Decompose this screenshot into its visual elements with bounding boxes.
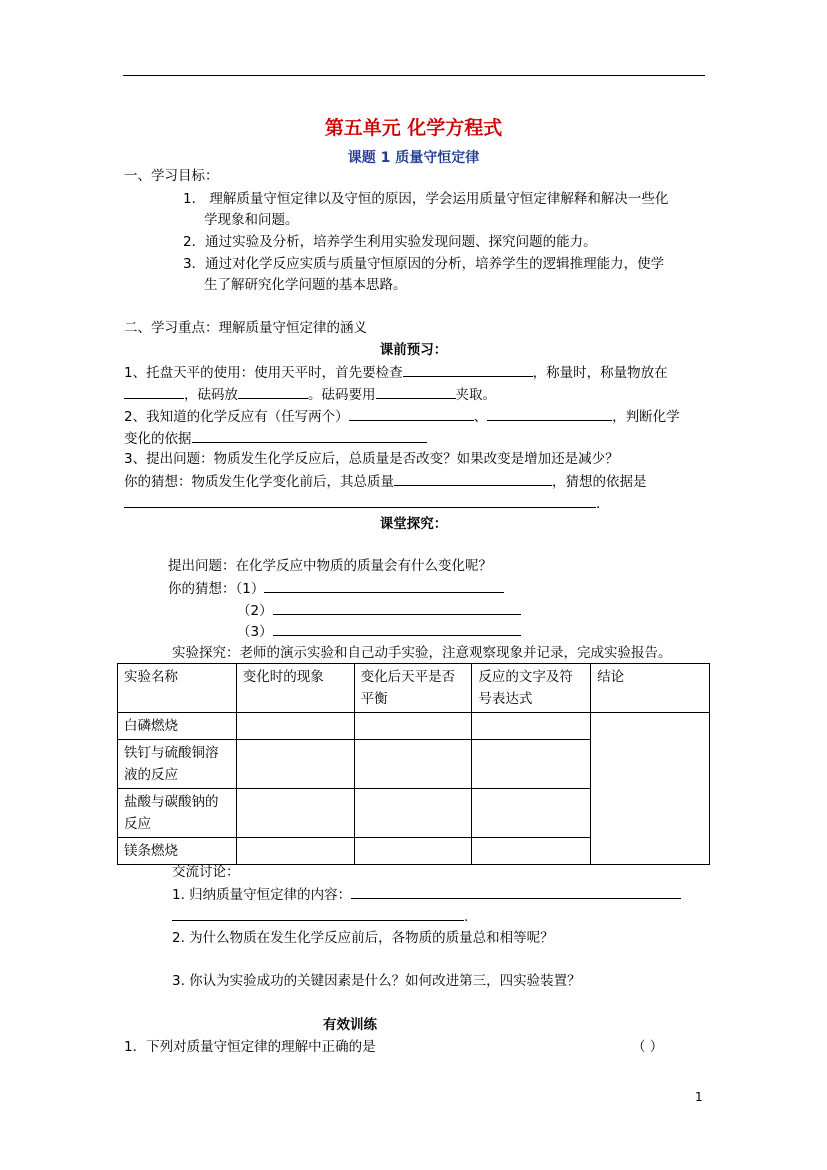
row-name: 盐酸与碳酸钠的反应 bbox=[118, 789, 237, 838]
inquiry-question: 提出问题：在化学反应中物质的质量会有什么变化呢？ bbox=[168, 558, 492, 574]
cell-balance[interactable] bbox=[354, 740, 472, 789]
key-point: 二、学习重点：理解质量守恒定律的涵义 bbox=[124, 320, 367, 336]
experiment-instruction: 实验探究：老师的演示实验和自己动手实验，注意观察现象并记录，完成实验报告。 bbox=[172, 645, 672, 661]
inquiry-heading: 课堂探究： bbox=[379, 516, 448, 532]
q3-blank-2[interactable] bbox=[124, 493, 596, 508]
table-header-row bbox=[118, 664, 710, 713]
q1-text-a: 1、托盘天平的使用：使用天平时，首先要检查 bbox=[124, 365, 403, 381]
guess-1-blank[interactable] bbox=[264, 578, 504, 593]
header-conclusion: 结论 bbox=[591, 664, 710, 713]
header-rule bbox=[123, 75, 705, 76]
lesson-subtitle: 课题 1 质量守恒定律 bbox=[347, 150, 480, 166]
preview-heading: 课前预习： bbox=[379, 342, 448, 358]
q2-text-d: 变化的依据 bbox=[124, 431, 192, 447]
header-name: 实验名称 bbox=[118, 664, 237, 713]
cell-balance[interactable] bbox=[354, 713, 472, 740]
page-title: 第五单元 化学方程式 bbox=[324, 117, 503, 139]
q1-blank-1[interactable] bbox=[403, 362, 533, 377]
q1-text-e: 夹取。 bbox=[455, 387, 496, 403]
objective-1-line2: 学现象和问题。 bbox=[204, 212, 299, 228]
answer-paren[interactable]: （ ） bbox=[632, 1039, 664, 1055]
preview-q1-line2 bbox=[124, 384, 496, 405]
preview-q3-line1: 3、提出问题：物质发生化学反应后，总质量是否改变？如果改变是增加还是减少？ bbox=[124, 451, 619, 467]
experiment-table bbox=[117, 663, 710, 865]
preview-q1-line1 bbox=[124, 362, 668, 383]
q3-text-c: ，猜想的依据是 bbox=[552, 474, 647, 490]
q2-blank-1[interactable] bbox=[349, 406, 474, 421]
cell-expression[interactable] bbox=[472, 838, 591, 865]
row-name: 铁钉与硫酸铜溶液的反应 bbox=[118, 740, 237, 789]
objective-3-line1: 3．通过对化学反应实质与质量守恒原因的分析，培养学生的逻辑推理能力，使学 bbox=[183, 256, 665, 272]
guess-3-blank[interactable] bbox=[273, 621, 521, 636]
header-balance: 变化后天平是否平衡 bbox=[354, 664, 472, 713]
guess-label: 你的猜想：（1） bbox=[168, 581, 265, 597]
header-expression: 反应的文字及符号表达式 bbox=[472, 664, 591, 713]
q2-text-a: 2、我知道的化学反应有（任写两个） bbox=[124, 409, 349, 425]
q1-text-c: ，砝码放 bbox=[184, 387, 238, 403]
objective-2: 2．通过实验及分析，培养学生利用实验发现问题、探究问题的能力。 bbox=[183, 234, 597, 250]
objective-3-line2: 生了解研究化学问题的基本思路。 bbox=[204, 277, 407, 293]
preview-q2-line2 bbox=[124, 428, 427, 449]
discussion-q1 bbox=[172, 884, 681, 905]
q1-text-b: ，称量时，称量物放在 bbox=[532, 365, 668, 381]
discussion-q1-blank-2[interactable] bbox=[172, 906, 464, 921]
q1-blank-2[interactable] bbox=[124, 384, 184, 399]
q3-text-b: 你的猜想：物质发生化学变化前后，其总质量 bbox=[124, 474, 394, 490]
guess-2-blank[interactable] bbox=[273, 600, 521, 615]
guess-2-label: （2） bbox=[237, 603, 273, 619]
discussion-q1-line2 bbox=[172, 906, 468, 927]
row-name: 镁条燃烧 bbox=[118, 838, 237, 865]
q1-text-d: 。砝码要用 bbox=[308, 387, 376, 403]
cell-expression[interactable] bbox=[472, 789, 591, 838]
objective-1-line1: 1． 理解质量守恒定律以及守恒的原因，学会运用质量守恒定律解释和解决一些化 bbox=[183, 191, 669, 207]
cell-phenomenon[interactable] bbox=[236, 838, 354, 865]
guess-2 bbox=[237, 600, 521, 621]
discussion-q1-end: . bbox=[464, 909, 469, 925]
preview-q3-line2 bbox=[124, 471, 647, 492]
discussion-heading: 交流讨论： bbox=[172, 864, 240, 880]
discussion-q2: 2. 为什么物质在发生化学反应前后，各物质的质量总和相等呢？ bbox=[172, 930, 554, 946]
q1-blank-3[interactable] bbox=[238, 384, 308, 399]
q2-blank-2[interactable] bbox=[487, 406, 612, 421]
cell-phenomenon[interactable] bbox=[236, 713, 354, 740]
table-row bbox=[118, 713, 710, 740]
q3-blank-1[interactable] bbox=[394, 471, 552, 486]
cell-balance[interactable] bbox=[354, 838, 472, 865]
cell-expression[interactable] bbox=[472, 713, 591, 740]
cell-conclusion[interactable] bbox=[591, 713, 710, 865]
cell-phenomenon[interactable] bbox=[236, 789, 354, 838]
guess-3 bbox=[237, 621, 521, 642]
discussion-q1-text: 1. 归纳质量守恒定律的内容： bbox=[172, 887, 352, 903]
q2-blank-3[interactable] bbox=[192, 428, 427, 443]
header-phenomenon: 变化时的现象 bbox=[236, 664, 354, 713]
guess-3-label: （3） bbox=[237, 624, 273, 640]
cell-balance[interactable] bbox=[354, 789, 472, 838]
preview-q3-line3 bbox=[124, 493, 600, 514]
q2-text-b: 、 bbox=[473, 409, 488, 425]
guess-1 bbox=[168, 578, 504, 599]
q2-text-c: ，判断化学 bbox=[612, 409, 680, 425]
discussion-q1-blank-1[interactable] bbox=[351, 884, 681, 899]
objectives-heading: 一、学习目标： bbox=[124, 168, 219, 184]
cell-expression[interactable] bbox=[472, 740, 591, 789]
discussion-q3: 3. 你认为实验成功的关键因素是什么？如何改进第三，四实验装置？ bbox=[172, 973, 581, 989]
cell-phenomenon[interactable] bbox=[236, 740, 354, 789]
preview-q2-line1 bbox=[124, 406, 680, 427]
row-name: 白磷燃烧 bbox=[118, 713, 237, 740]
training-heading: 有效训练 bbox=[323, 1017, 377, 1033]
q3-end: . bbox=[596, 496, 601, 512]
training-q1: 1．下列对质量守恒定律的理解中正确的是 bbox=[124, 1039, 376, 1055]
q1-blank-4[interactable] bbox=[376, 384, 456, 399]
page-number: 1 bbox=[695, 1090, 703, 1104]
